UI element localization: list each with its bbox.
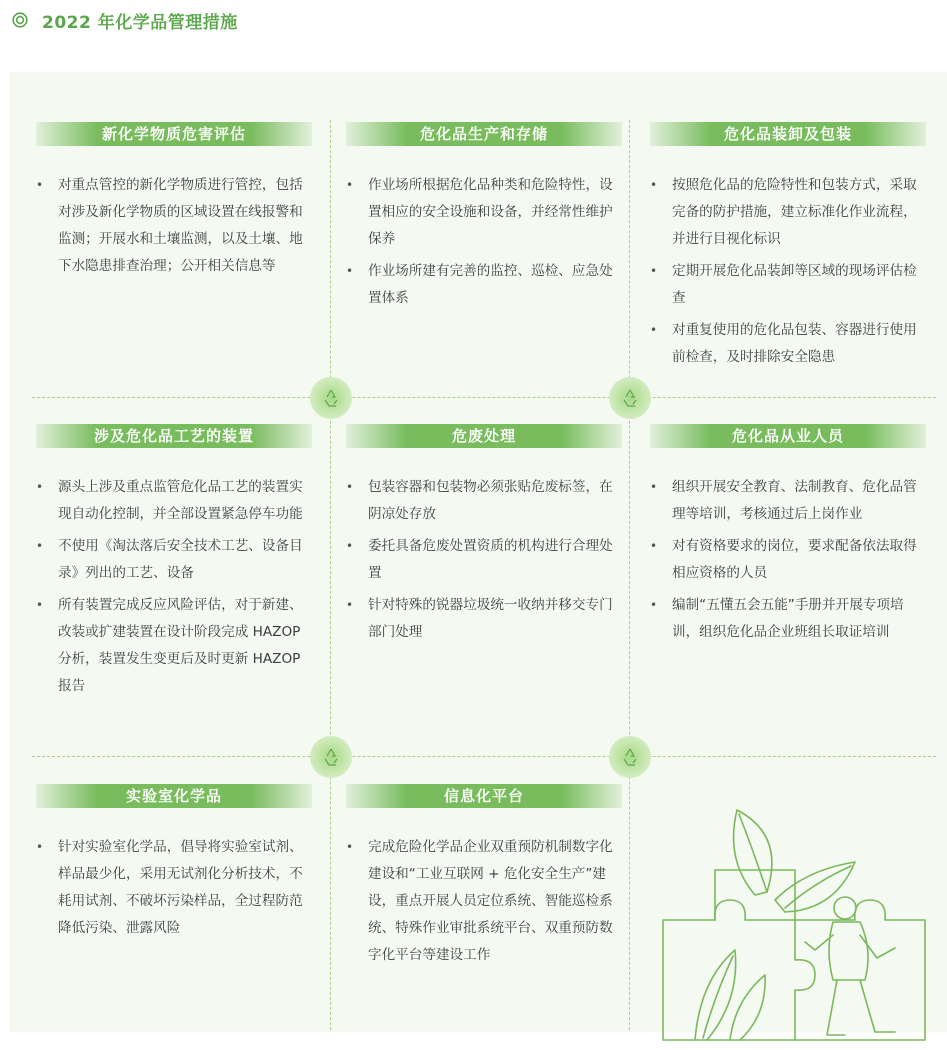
list-item: • 完成危险化学品企业双重预防机制数字化建设和“工业互联网 + 危化安全生产”建设，重点开展人员定位系统、智能巡检系统、特殊作业审批系统平台、双重预防数字化平台等建设工作: [346, 834, 622, 969]
section-loading-packaging: [650, 122, 926, 376]
section-title: 实验室化学品: [36, 784, 312, 808]
section-title: 危化品生产和存储: [346, 122, 622, 146]
bullet-list: [346, 172, 622, 312]
bullet-list: [346, 834, 622, 969]
list-item: • 对有资格要求的岗位，要求配备依法取得相应资格的人员: [650, 533, 926, 587]
section-personnel: [650, 424, 926, 651]
list-item: • 按照危化品的危险特性和包装方式，采取完备的防护措施，建立标准化作业流程，并进行目视化标识: [650, 172, 926, 253]
section-title: 信息化平台: [346, 784, 622, 808]
section-title: 涉及危化品工艺的装置: [36, 424, 312, 448]
page-title: 2022 年化学品管理措施: [42, 12, 238, 33]
list-item: • 源头上涉及重点监管危化品工艺的装置实现自动化控制，并全部设置紧急停车功能: [36, 474, 312, 528]
page-header: [12, 6, 238, 34]
puzzle-leaves-person-illustration: [655, 800, 940, 1045]
divider-vertical-2: [629, 120, 630, 1030]
divider-horizontal-2: [32, 756, 936, 757]
section-process-devices: [36, 424, 312, 705]
section-production-storage: [346, 122, 622, 317]
list-item: • 作业场所建有完善的监控、巡检、应急处置体系: [346, 258, 622, 312]
bullet-list: [346, 474, 622, 646]
recycle-icon: [319, 745, 343, 769]
list-item: • 定期开展危化品装卸等区域的现场评估检查: [650, 258, 926, 312]
list-item: • 对重复使用的危化品包装、容器进行使用前检查，及时排除安全隐患: [650, 317, 926, 371]
list-item: • 编制“五懂五会五能”手册并开展专项培训，组织危化品企业班组长取证培训: [650, 592, 926, 646]
divider-horizontal-1: [32, 397, 936, 398]
section-hazardous-waste: [346, 424, 622, 651]
bullet-list: [36, 172, 312, 280]
section-title: 新化学物质危害评估: [36, 122, 312, 146]
bullet-list: [650, 172, 926, 371]
bullet-list: [36, 834, 312, 942]
divider-vertical-1: [330, 120, 331, 1030]
recycle-node-3: [310, 736, 352, 778]
recycle-node-1: [310, 377, 352, 419]
recycle-icon: [618, 745, 642, 769]
bullet-list: [650, 474, 926, 646]
section-new-chemicals: [36, 122, 312, 285]
list-item: • 不使用《淘汰落后安全技术工艺、设备目录》列出的工艺、设备: [36, 533, 312, 587]
section-title: 危化品装卸及包装: [650, 122, 926, 146]
recycle-icon: [618, 386, 642, 410]
list-item: • 委托具备危废处置资质的机构进行合理处置: [346, 533, 622, 587]
list-item: • 对重点管控的新化学物质进行管控，包括对涉及新化学物质的区域设置在线报警和监测；开展水和土壤监测，以及土壤、地下水隐患排查治理；公开相关信息等: [36, 172, 312, 280]
list-item: • 组织开展安全教育、法制教育、危化品管理等培训，考核通过后上岗作业: [650, 474, 926, 528]
section-title: 危化品从业人员: [650, 424, 926, 448]
section-title: 危废处理: [346, 424, 622, 448]
recycle-node-4: [609, 736, 651, 778]
section-lab-chemicals: [36, 784, 312, 947]
target-circle-icon: [12, 12, 28, 28]
list-item: • 针对实验室化学品，倡导将实验室试剂、样品最少化，采用无试剂化分析技术，不耗用试剂、不破坏污染样品，全过程防范降低污染、泄露风险: [36, 834, 312, 942]
recycle-node-2: [609, 377, 651, 419]
list-item: • 作业场所根据危化品种类和危险特性，设置相应的安全设施和设备，并经常性维护保养: [346, 172, 622, 253]
recycle-icon: [319, 386, 343, 410]
list-item: • 所有装置完成反应风险评估，对于新建、改装或扩建装置在设计阶段完成 HAZOP 分析，装置发生变更后及时更新 HAZOP 报告: [36, 592, 312, 700]
bullet-list: [36, 474, 312, 700]
section-informatization: [346, 784, 622, 974]
list-item: • 包装容器和包装物必须张贴危废标签，在阴凉处存放: [346, 474, 622, 528]
list-item: • 针对特殊的锐器垃圾统一收纳并移交专门部门处理: [346, 592, 622, 646]
